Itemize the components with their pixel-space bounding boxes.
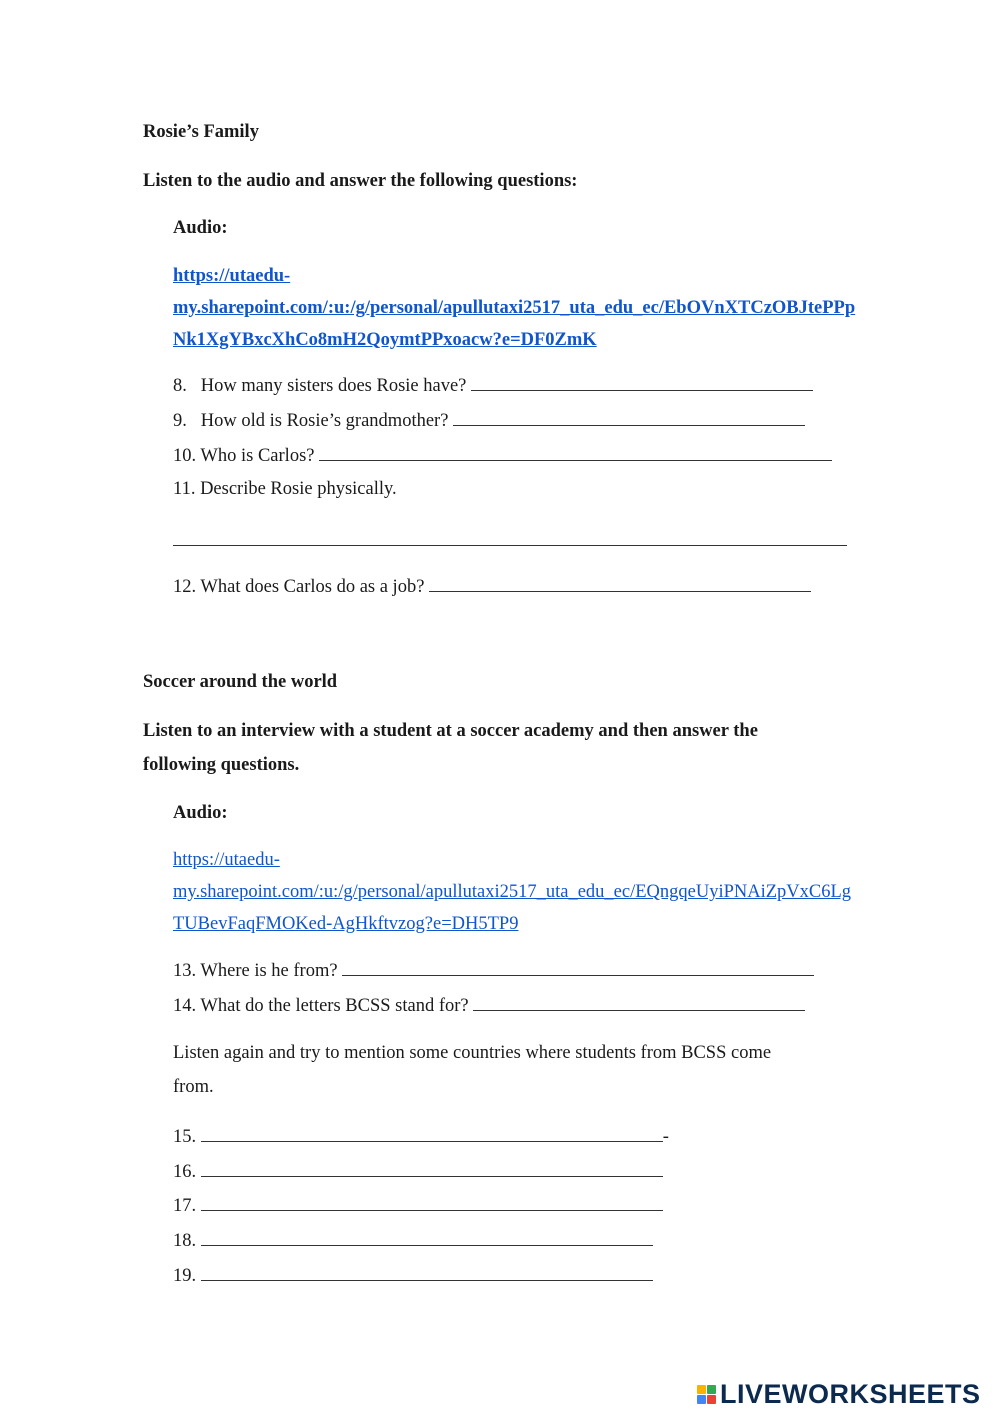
- question-10: [173, 444, 832, 467]
- item-19: [173, 1264, 653, 1287]
- item-number: 18.: [173, 1231, 197, 1251]
- answer-blank[interactable]: [319, 444, 832, 461]
- answer-blank[interactable]: [342, 959, 814, 976]
- liveworksheets-logo: [697, 1378, 981, 1410]
- question-8: [173, 374, 813, 397]
- logo-square: [707, 1385, 716, 1394]
- answer-blank[interactable]: [201, 1125, 663, 1142]
- question-12: [173, 575, 811, 598]
- question-11: 11. Describe Rosie physically.: [173, 479, 397, 499]
- item-15: [173, 1125, 669, 1148]
- question-text: 13. Where is he from?: [173, 961, 338, 981]
- audio-link-1[interactable]: my.sharepoint.com/:u:/g/personal/apullutaxi2517_uta_edu_ec/EbOVnXTCzOBJtePPp: [173, 298, 856, 318]
- logo-square: [697, 1395, 706, 1404]
- question-13: [173, 959, 814, 982]
- answer-line-11[interactable]: [173, 545, 847, 546]
- answer-blank[interactable]: [201, 1194, 663, 1211]
- question-14: [173, 994, 805, 1017]
- logo-square: [697, 1385, 706, 1394]
- item-suffix: -: [662, 1127, 669, 1147]
- audio-link-2[interactable]: https://utaedu-: [173, 850, 280, 870]
- section-title-soccer: Soccer around the world: [143, 672, 338, 692]
- answer-blank[interactable]: [201, 1229, 653, 1246]
- section1-instruction: Listen to the audio and answer the following questions:: [143, 171, 578, 191]
- audio-link-2[interactable]: TUBevFaqFMOKed-AgHkftvzog?e=DH5TP9: [173, 914, 519, 934]
- item-number: 17.: [173, 1196, 197, 1216]
- answer-blank[interactable]: [429, 575, 811, 592]
- audio-label: Audio:: [173, 218, 228, 238]
- audio-link-1[interactable]: https://utaedu-: [173, 266, 291, 286]
- logo-square: [707, 1395, 716, 1404]
- question-text: 9. How old is Rosie’s grandmother?: [173, 411, 449, 431]
- item-number: 15.: [173, 1127, 197, 1147]
- question-text: 10. Who is Carlos?: [173, 446, 315, 466]
- answer-blank[interactable]: [453, 409, 805, 426]
- answer-blank[interactable]: [471, 374, 813, 391]
- question-text: 14. What do the letters BCSS stand for?: [173, 996, 469, 1016]
- section2-instruction-line2: following questions.: [143, 755, 300, 775]
- logo-text: LIVEWORKSHEETS: [720, 1378, 981, 1409]
- item-number: 19.: [173, 1266, 197, 1286]
- section-title-rosies-family: Rosie’s Family: [143, 122, 259, 142]
- listen-again-line2: from.: [173, 1077, 214, 1097]
- question-text: 8. How many sisters does Rosie have?: [173, 376, 467, 396]
- item-18: [173, 1229, 653, 1252]
- item-number: 16.: [173, 1162, 197, 1182]
- answer-blank[interactable]: [201, 1160, 663, 1177]
- question-9: [173, 409, 805, 432]
- answer-blank[interactable]: [473, 994, 805, 1011]
- question-text: 12. What does Carlos do as a job?: [173, 577, 425, 597]
- section2-instruction-line1: Listen to an interview with a student at a soccer academy and then answer the: [143, 721, 758, 741]
- item-16: [173, 1160, 663, 1183]
- liveworksheets-logo-icon: [697, 1385, 716, 1404]
- audio-label: Audio:: [173, 803, 228, 823]
- answer-blank[interactable]: [201, 1264, 653, 1281]
- item-17: [173, 1194, 663, 1217]
- audio-link-2[interactable]: my.sharepoint.com/:u:/g/personal/apullutaxi2517_uta_edu_ec/EQngqeUyiPNAiZpVxC6Lg: [173, 882, 852, 902]
- audio-link-1[interactable]: Nk1XgYBxcXhCo8mH2QoymtPPxoacw?e=DF0ZmK: [173, 330, 597, 350]
- listen-again-line1: Listen again and try to mention some countries where students from BCSS come: [173, 1043, 772, 1063]
